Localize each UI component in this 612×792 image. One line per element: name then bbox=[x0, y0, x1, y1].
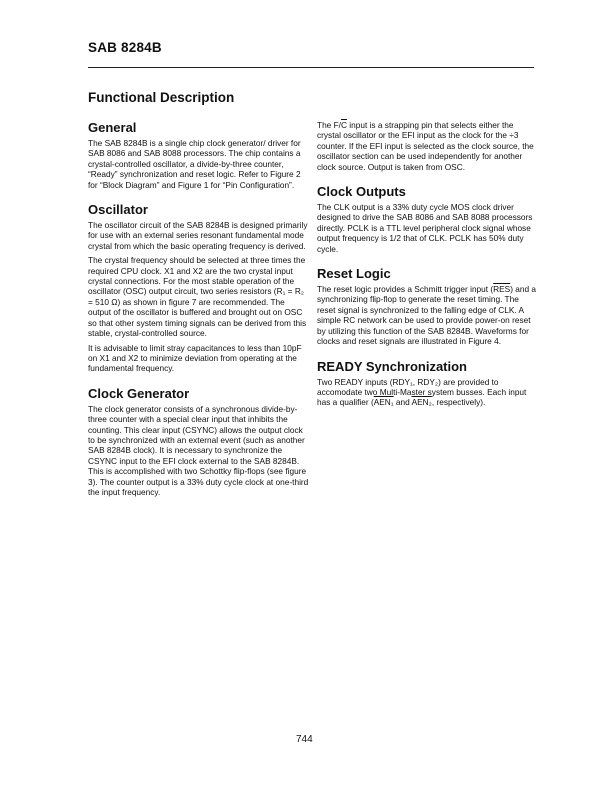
reset-logic-heading: Reset Logic bbox=[317, 266, 391, 282]
header-title: SAB 8284B bbox=[88, 40, 162, 55]
left-column bbox=[88, 120, 310, 509]
oscillator-paragraph-2: The crystal frequency should be selected at three times the required CPU clock. X1 and X2 are the two crystal input crystal connections. For the most stable operation of the oscillator (OSC) output circuit, two series resistors (R₁ = R₂ = 510 Ω) as shown in figure 7 are recommended. The output of the oscillator is buffered and brought out on OSC so that other system timing signals can be derived from this stable, crystal-controlled source. bbox=[88, 255, 307, 339]
general-paragraph: The SAB 8284B is a single chip clock generator/ driver for SAB 8086 and SAB 8088 processors. The chip contains a crystal-controlled oscillator, a divide-by-three counter, “Ready” synchronization and reset logic. Refer to Figure 2 for “Block Diagram” and Figure 1 for “Pin Configuration”. bbox=[88, 138, 301, 190]
clock-generator-paragraph: The clock generator consists of a synchronous divide-by-three counter with a special clear input that inhibits the counting. This clear input (CSYNC) allows the output clock to be synchronized with an external event (such as another SAB 8284B clock). It is necessary to synchronize the CSYNC input to the EFI clock external to the SAB 8284B. This is accomplished with two Schottky flip-flops (see figure 3). The counter output is a 33% duty cycle clock at one-third the input frequency. bbox=[88, 403, 309, 497]
clock-outputs-section bbox=[317, 184, 539, 254]
fc-paragraph bbox=[317, 120, 539, 172]
oscillator-paragraph-3: It is advisable to limit stray capacitances to less than 10pF on X1 and X2 to minimize deviation from operating at the fundamental frequency. bbox=[88, 342, 302, 374]
ready-sync-section bbox=[317, 359, 539, 408]
general-section bbox=[88, 120, 310, 190]
clock-outputs-paragraph: The CLK output is a 33% duty cycle MOS clock driver designed to drive the SAB 8086 and SAB 8088 processors directly. PCLK is a TTL level peripheral clock signal whose output frequency is 1/2 that of CLK. PCLK has 50% duty cycle. bbox=[317, 202, 533, 254]
fc-text-b: input is a strapping pin that selects either the crystal oscillator or the EFI input as the clock for the ÷3 counter. If the EFI input is selected as the clock source, the oscillator section can be used independently for another clock source. Output is taken from OSC. bbox=[317, 120, 534, 172]
right-column bbox=[317, 120, 539, 420]
ready-sync-heading: READY Synchronization bbox=[317, 358, 468, 374]
fc-c-overbar: $\overline{C}$ bbox=[340, 120, 347, 130]
clock-generator-heading: Clock Generator bbox=[88, 385, 190, 401]
oscillator-heading: Oscillator bbox=[88, 202, 148, 218]
ready-text-mid: and bbox=[393, 397, 412, 408]
ready-sync-paragraph bbox=[317, 377, 539, 408]
res-overbar: $\overline{RES}$ bbox=[493, 284, 511, 295]
reset-logic-section bbox=[317, 266, 539, 346]
clock-generator-section bbox=[88, 386, 310, 498]
clock-outputs-heading: Clock Outputs bbox=[317, 184, 406, 200]
aen2-overbar: AEN₂ bbox=[411, 397, 432, 408]
aen1-overbar: AEN₁ bbox=[373, 397, 394, 408]
ready-text-b: , respectively). bbox=[431, 397, 486, 408]
page-number: 744 bbox=[296, 734, 313, 745]
reset-text-b: ) and a synchronizing flip-flop to generate the reset timing. The reset signal is synchronized to the falling edge of CLK. A simple RC network can be used to provide power-on reset by utilizing this function of the SAB 8284B. Waveforms for clocks and reset signals are illustrated in Figure 4. bbox=[317, 284, 537, 347]
ready-text-a: Two READY inputs (RDY₁, RDY₂) are provided to accomodate two Multi-Master system busses. Each input has a qualifier ( bbox=[317, 376, 527, 408]
oscillator-section bbox=[88, 202, 310, 374]
fc-text-a: The F/ bbox=[317, 120, 341, 130]
reset-logic-paragraph bbox=[317, 284, 539, 346]
reset-text-a: The reset logic provides a Schmitt trigger input ( bbox=[317, 284, 494, 295]
fc-section bbox=[317, 120, 539, 172]
header-rule bbox=[88, 67, 534, 68]
general-heading: General bbox=[88, 120, 137, 135]
section-title: Functional Description bbox=[88, 90, 235, 105]
oscillator-paragraph-1: The oscillator circuit of the SAB 8284B is designed primarily for use with an external series resonant fundamental mode crystal from which the basic operating frequency is derived. bbox=[88, 220, 308, 251]
